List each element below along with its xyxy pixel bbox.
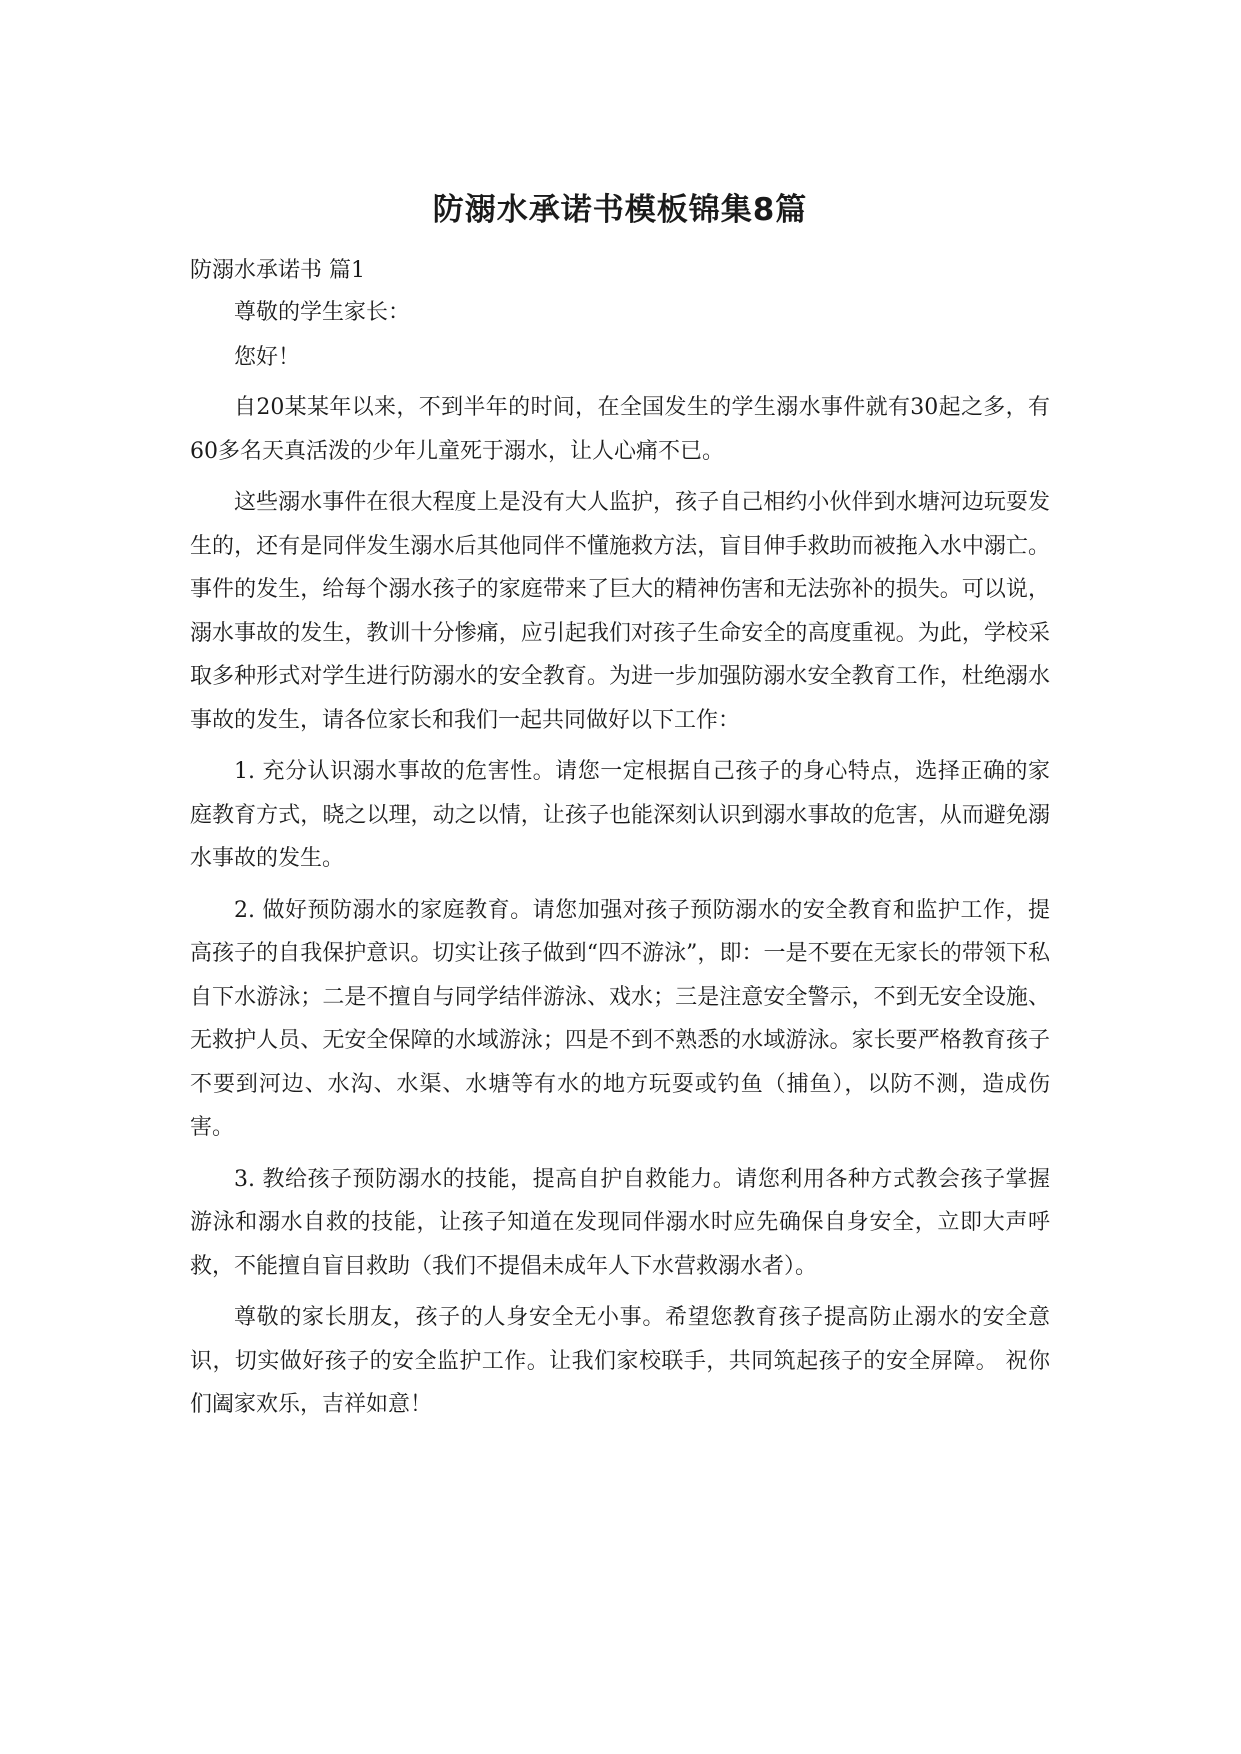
salutation: 尊敬的学生家长： bbox=[234, 300, 411, 325]
greeting: 您好！ bbox=[234, 345, 301, 370]
paragraph-background: 这些溺水事件在很大程度上是没有大人监护，孩子自己相约小伙伴到水塘河边玩耍发生的，还有是同伴发生溺水后其他同伴不懂施救方法，盲目伸手救助而被拖入水中溺亡。事件的发生，给每个溺水孩子的家庭带来了巨大的精神伤害和无法弥补的损失。可以说，溺水事故的发生，教训十分惨痛，应引起我们对孩子生命安全的高度重视。为此，学校采取多种形式对学生进行防溺水的安全教育。为进一步加强防溺水安全教育工作，杜绝溺水事故的发生，请各位家长和我们一起共同做好以下工作： bbox=[190, 490, 1050, 733]
paragraph-item-2: 2. 做好预防溺水的家庭教育。请您加强对孩子预防溺水的安全教育和监护工作，提高孩子的自我保护意识。切实让孩子做到“四不游泳”，即：一是不要在无家长的带领下私自下水游泳；二是不擅自与同学结伴游泳、戏水；三是注意安全警示，不到无安全设施、无救护人员、无安全保障的水域游泳；四是不到不熟悉的水域游泳。家长要严格教育孩子不要到河边、水沟、水渠、水塘等有水的地方玩耍或钓鱼（捕鱼），以防不测，造成伤害。 bbox=[190, 897, 1050, 1140]
document-page bbox=[190, 188, 1050, 1435]
section-heading: 防溺水承诺书 篇1 bbox=[190, 258, 365, 283]
document-title: 防溺水承诺书模板锦集8篇 bbox=[432, 192, 808, 228]
paragraph-intro: 自20某某年以来，不到半年的时间，在全国发生的学生溺水事件就有30起之多，有60多名天真活泼的少年儿童死于溺水，让人心痛不已。 bbox=[190, 395, 1050, 464]
paragraph-closing: 尊敬的家长朋友，孩子的人身安全无小事。希望您教育孩子提高防止溺水的安全意识，切实做好孩子的安全监护工作。让我们家校联手，共同筑起孩子的安全屏障。 祝你们阖家欢乐，吉祥如意！ bbox=[190, 1305, 1050, 1417]
paragraph-item-3: 3. 教给孩子预防溺水的技能，提高自护自救能力。请您利用各种方式教会孩子掌握游泳和溺水自救的技能，让孩子知道在发现同伴溺水时应先确保自身安全，立即大声呼救，不能擅自盲目救助（我们不提倡未成年人下水营救溺水者）。 bbox=[190, 1166, 1050, 1279]
paragraph-item-1: 1. 充分认识溺水事故的危害性。请您一定根据自己孩子的身心特点，选择正确的家庭教育方式，晓之以理，动之以情，让孩子也能深刻认识到溺水事故的危害，从而避免溺水事故的发生。 bbox=[190, 759, 1050, 871]
